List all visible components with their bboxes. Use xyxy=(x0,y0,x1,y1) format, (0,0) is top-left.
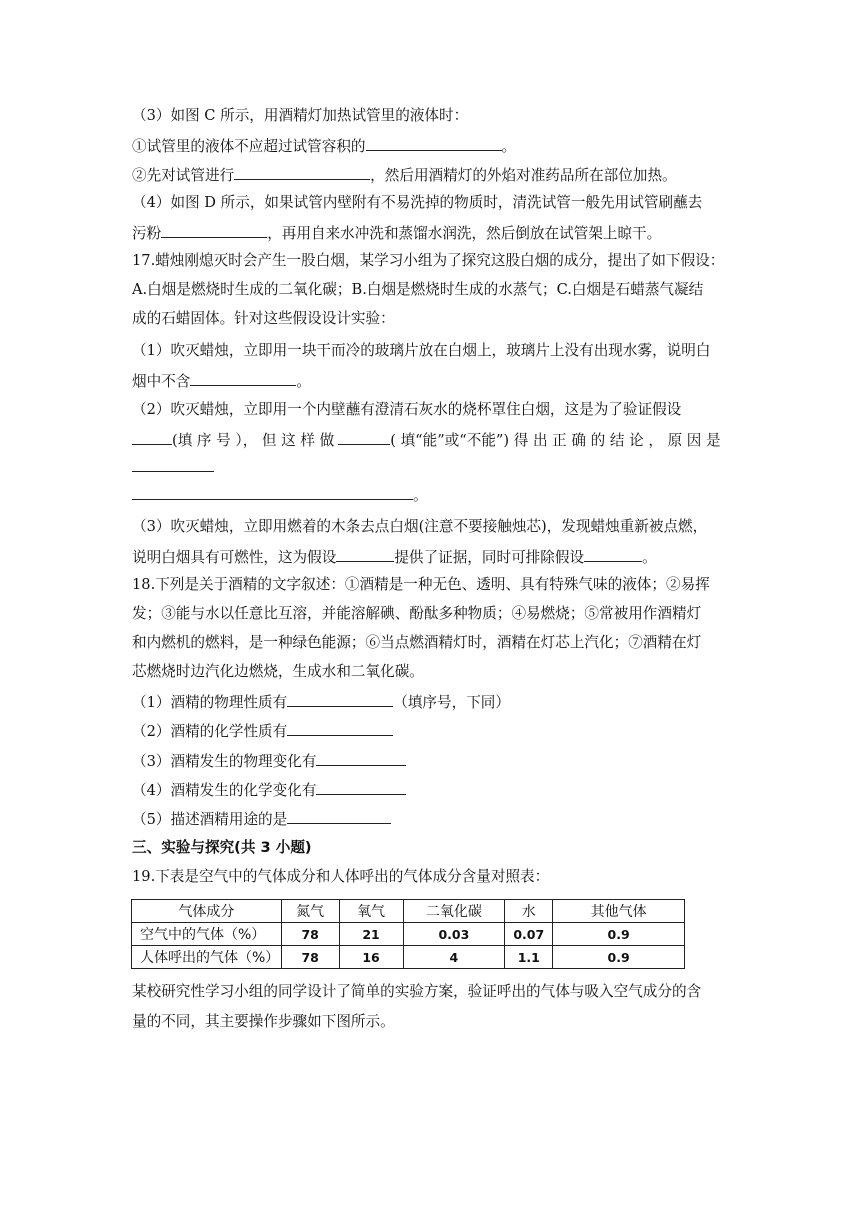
answer-blank[interactable] xyxy=(584,546,642,562)
q17-part1-text: 烟中不含 xyxy=(132,373,191,390)
answer-blank[interactable] xyxy=(316,779,406,795)
answer-blank[interactable] xyxy=(132,429,172,445)
table-cell: 21 xyxy=(339,923,403,946)
q17-part3-end: 。 xyxy=(642,549,657,566)
q18-item-4 xyxy=(132,779,406,801)
q17-part3-line1: （3）吹灭蜡烛，立即用燃着的木条去点白烟(注意不要接触烛芯)，发现蜡烛重新被点燃， xyxy=(132,518,708,535)
gas-composition-table xyxy=(131,899,685,969)
answer-blank[interactable] xyxy=(132,484,413,500)
q16-part4-end: ，再用自来水冲洗和蒸馏水润洗，然后倒放在试管架上晾干。 xyxy=(267,225,662,242)
q16-part3-item-b xyxy=(132,164,677,186)
table-row-label: 空气中的气体（%） xyxy=(132,923,282,946)
q19-after-line2: 量的不同，其主要操作步骤如下图所示。 xyxy=(132,1013,395,1030)
table-cell: 16 xyxy=(339,946,403,969)
q17-part3-line2 xyxy=(132,546,657,568)
q16-part3-a-end: 。 xyxy=(501,138,517,155)
q16-part3-a-text: ①试管里的液体不应超过试管容积的 xyxy=(132,138,366,155)
q16-part4-text: 污粉 xyxy=(132,225,162,242)
table-cell: 78 xyxy=(281,923,339,946)
q18-item-1 xyxy=(132,691,510,713)
table-header-cell: 气体成分 xyxy=(132,900,282,923)
answer-blank[interactable] xyxy=(338,429,390,445)
table-header-cell: 其他气体 xyxy=(553,900,685,923)
answer-blank[interactable] xyxy=(161,222,267,238)
table-cell: 4 xyxy=(403,946,505,969)
table-cell: 0.03 xyxy=(403,923,505,946)
q16-part3-intro: （3）如图 C 所示，用酒精灯加热试管里的液体时： xyxy=(132,107,469,124)
q16-part3-b-text: ②先对试管进行 xyxy=(132,167,235,184)
q17-part3-text-a: 说明白烟具有可燃性，这为假设 xyxy=(132,549,337,566)
table-row-label: 人体呼出的气体（%） xyxy=(132,946,282,969)
q18-item-label: （3）酒精发生的物理变化有 xyxy=(132,753,317,770)
q18-item-label: （2）酒精的化学性质有 xyxy=(132,723,288,740)
q17-part1-line2 xyxy=(132,370,311,392)
q18-item-label: （4）酒精发生的化学变化有 xyxy=(132,782,317,799)
q17-stem-line3: 成的石蜡固体。针对这些假设设计实验： xyxy=(132,310,395,327)
q17-part2-text-b: ( 填“能”或“不能”) 得 出 正 确 的 结 论 ， 原 因 是 xyxy=(390,432,721,449)
q18-item-2 xyxy=(132,720,393,742)
q17-stem-line2: A.白烟是燃烧时生成的二氧化碳；B.白烟是燃烧时生成的水蒸气；C.白烟是石蜡蒸气凝结 xyxy=(132,281,704,298)
q19-after-line1: 某校研究性学习小组的同学设计了简单的实验方案，验证呼出的气体与吸入空气成分的含 xyxy=(132,983,702,1000)
table-cell: 0.9 xyxy=(553,923,685,946)
q18-stem-line4: 芯燃烧时边汽化边燃烧，生成水和二氧化碳。 xyxy=(132,663,424,680)
table-cell: 0.07 xyxy=(505,923,553,946)
table-header-cell: 二氧化碳 xyxy=(403,900,505,923)
q17-part2-line2 xyxy=(132,429,721,451)
answer-blank[interactable] xyxy=(287,720,393,736)
q18-stem-line1: 18.下列是关于酒精的文字叙述：①酒精是一种无色、透明、具有特殊气味的液体；②易挥 xyxy=(132,576,710,593)
q16-part3-item-a xyxy=(132,135,516,157)
table-header-cell: 水 xyxy=(505,900,553,923)
answer-blank[interactable] xyxy=(287,691,393,707)
table-header-cell: 氧气 xyxy=(339,900,403,923)
table-header-cell: 氮气 xyxy=(281,900,339,923)
table-row xyxy=(132,923,685,946)
answer-blank[interactable] xyxy=(336,546,394,562)
section-heading: 三、实验与探究(共 3 小题) xyxy=(132,839,312,856)
q18-item-3 xyxy=(132,750,406,772)
answer-blank[interactable] xyxy=(234,164,370,180)
q18-item-label: （5）描述酒精用途的是 xyxy=(132,811,288,828)
answer-blank[interactable] xyxy=(366,135,502,151)
q17-part2-line1: （2）吹灭蜡烛，立即用一个内壁蘸有澄清石灰水的烧杯罩住白烟，这是为了验证假设 xyxy=(132,401,682,418)
q17-part2-paren: ( xyxy=(172,432,178,449)
q16-part4-line1: （4）如图 D 所示，如果试管内壁附有不易洗掉的物质时，清洗试管一般先用试管刷蘸去 xyxy=(132,194,703,211)
q18-stem-line3: 和内燃机的燃料，是一种绿色能源；⑥当点燃酒精灯时，酒精在灯芯上汽化；⑦酒精在灯 xyxy=(132,634,702,651)
q17-part2-text-a: 填 序 号 ）， 但 这 样 做 xyxy=(177,432,335,449)
table-row xyxy=(132,946,685,969)
q17-part1-end: 。 xyxy=(296,373,311,390)
q18-item-label: （1）酒精的物理性质有 xyxy=(132,694,288,711)
answer-blank[interactable] xyxy=(190,370,296,386)
table-header-row xyxy=(132,900,685,923)
q17-stem-line1: 17.蜡烛刚熄灭时会产生一股白烟，某学习小组为了探究这股白烟的成分，提出了如下假设： xyxy=(132,252,725,269)
q16-part4-line2 xyxy=(132,222,661,244)
answer-blank[interactable] xyxy=(287,808,391,824)
q17-part2-line4 xyxy=(132,484,428,506)
table-cell: 0.9 xyxy=(553,946,685,969)
q16-part3-b-end: ，然后用酒精灯的外焰对准药品所在部位加热。 xyxy=(370,167,677,184)
q19-intro: 19.下表是空气中的气体成分和人体呼出的气体成分含量对照表： xyxy=(132,868,550,885)
q18-stem-line2: 发；③能与水以任意比互溶，并能溶解碘、酚酞多种物质；④易燃烧；⑤常被用作酒精灯 xyxy=(132,605,702,622)
q17-part2-line3 xyxy=(132,456,214,478)
q18-item-suffix: （填序号，下同） xyxy=(393,694,510,711)
answer-blank[interactable] xyxy=(132,456,214,472)
q17-part3-text-b: 提供了证据，同时可排除假设 xyxy=(394,549,585,566)
q17-part2-end: 。 xyxy=(413,487,428,504)
table-cell: 1.1 xyxy=(505,946,553,969)
table-cell: 78 xyxy=(281,946,339,969)
q17-part1-line1: （1）吹灭蜡烛，立即用一块干而冷的玻璃片放在白烟上，玻璃片上没有出现水雾，说明白 xyxy=(132,342,711,359)
q18-item-5 xyxy=(132,808,391,830)
answer-blank[interactable] xyxy=(316,750,406,766)
